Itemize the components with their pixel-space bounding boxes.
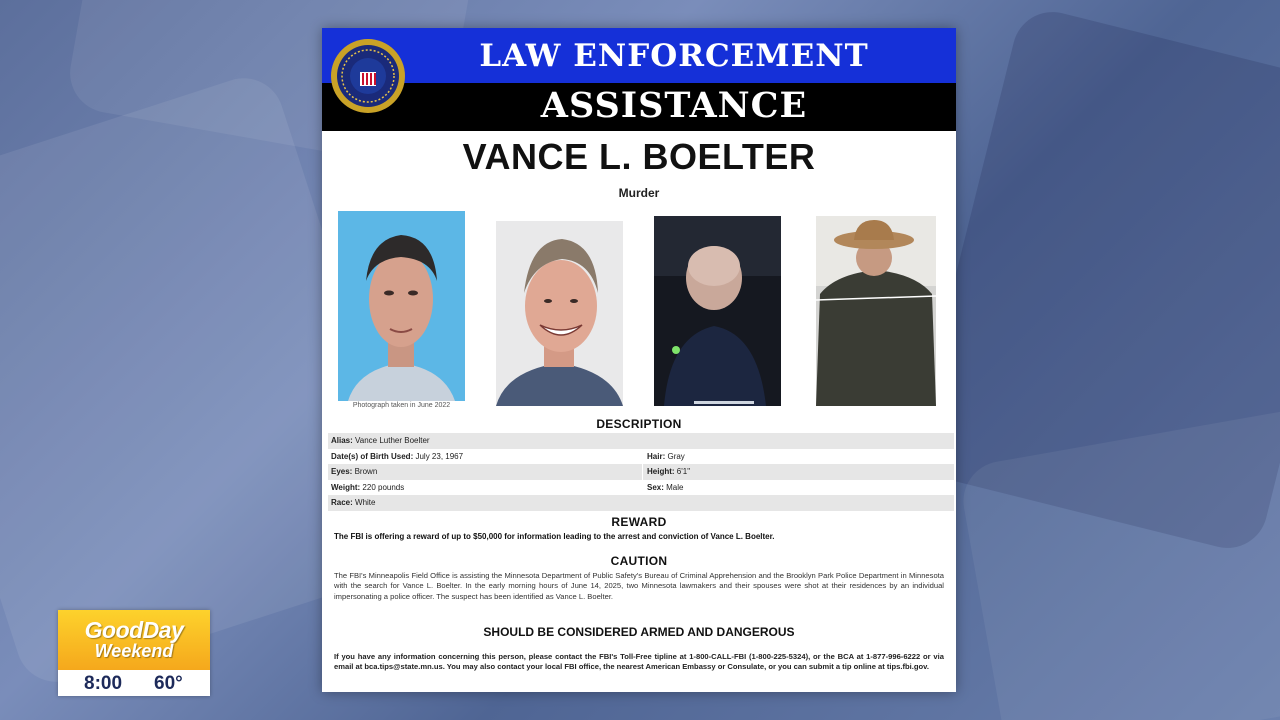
charge-label: Murder (618, 186, 660, 200)
show-logo-line1: GoodDay (84, 617, 184, 643)
subject-photo-2 (496, 221, 623, 406)
reward-text: The FBI is offering a reward of up to $50,000 for information leading to the arrest and conviction of Vance L. Boelter. (334, 532, 775, 541)
column-divider (642, 449, 643, 465)
fbi-poster (322, 28, 956, 692)
show-logo (58, 610, 210, 670)
description-row (328, 480, 954, 496)
hair-label: Hair: (647, 451, 666, 461)
height-value: 6'1" (676, 467, 691, 476)
subject-photo-1 (338, 211, 465, 401)
eyes-label: Eyes: (331, 467, 353, 476)
armed-warning: SHOULD BE CONSIDERED ARMED AND DANGEROUS (483, 625, 795, 639)
subject-name: VANCE L. BOELTER (462, 136, 816, 177)
height-label: Height: (647, 467, 675, 476)
dob-value: July 23, 1967 (415, 451, 464, 461)
description-row (328, 464, 954, 480)
race-value: White (355, 498, 376, 507)
photo-caption: Photograph taken in June 2022 (352, 402, 451, 409)
dob-label: Date(s) of Birth Used: (331, 451, 414, 461)
description-row (328, 433, 954, 449)
sex-label: Sex: (647, 482, 664, 492)
column-divider (642, 464, 643, 480)
description-table (328, 433, 954, 511)
alias-label: Alias: (331, 436, 353, 445)
temperature-readout: 60° (154, 673, 183, 694)
description-title: DESCRIPTION (596, 417, 682, 431)
eyes-value: Brown (354, 467, 378, 476)
weight-value: 220 pounds (362, 482, 405, 492)
subject-photo-3 (654, 216, 781, 406)
column-divider (642, 480, 643, 496)
hair-value: Gray (667, 451, 685, 461)
alias-value: Vance Luther Boelter (355, 436, 430, 445)
contact-text: If you have any information concerning this person, please contact the FBI's Toll-Free tipline at 1-800-CALL-FBI (1-800-225-5324), or the BCA at 1-877-996-6222 or via email at bca.tips@state.mn.us. You may also contact your local FBI office, the nearest American Embassy or Consulate, or you can submit a tip online at tips.fbi.gov. (334, 652, 944, 672)
fbi-seal-icon (330, 38, 406, 114)
sex-value: Male (666, 482, 684, 492)
station-bug (58, 610, 210, 696)
description-row (328, 449, 954, 465)
header-subtitle: ASSISTANCE (540, 85, 808, 126)
header-title: LAW ENFORCEMENT (479, 38, 869, 74)
weight-label: Weight: (331, 482, 361, 492)
race-label: Race: (331, 498, 353, 507)
show-logo-line2: Weekend (94, 641, 174, 661)
time-readout: 8:00 (84, 673, 123, 694)
reward-title: REWARD (611, 515, 667, 529)
subject-photo-4 (816, 216, 936, 406)
caution-title: CAUTION (610, 554, 668, 568)
description-row (328, 495, 954, 511)
caution-text: The FBI's Minneapolis Field Office is assisting the Minnesota Department of Public Safety's Bureau of Criminal Apprehension and the Brooklyn Park Police Department in Minnesota with the search for Vance L. Boelter. In the early morning hours of June 14, 2025, two Minnesota lawmakers and their spouses were shot at their residences by an individual impersonating a police officer. The suspect has been identified as Vance L. Boelter. (334, 571, 944, 601)
